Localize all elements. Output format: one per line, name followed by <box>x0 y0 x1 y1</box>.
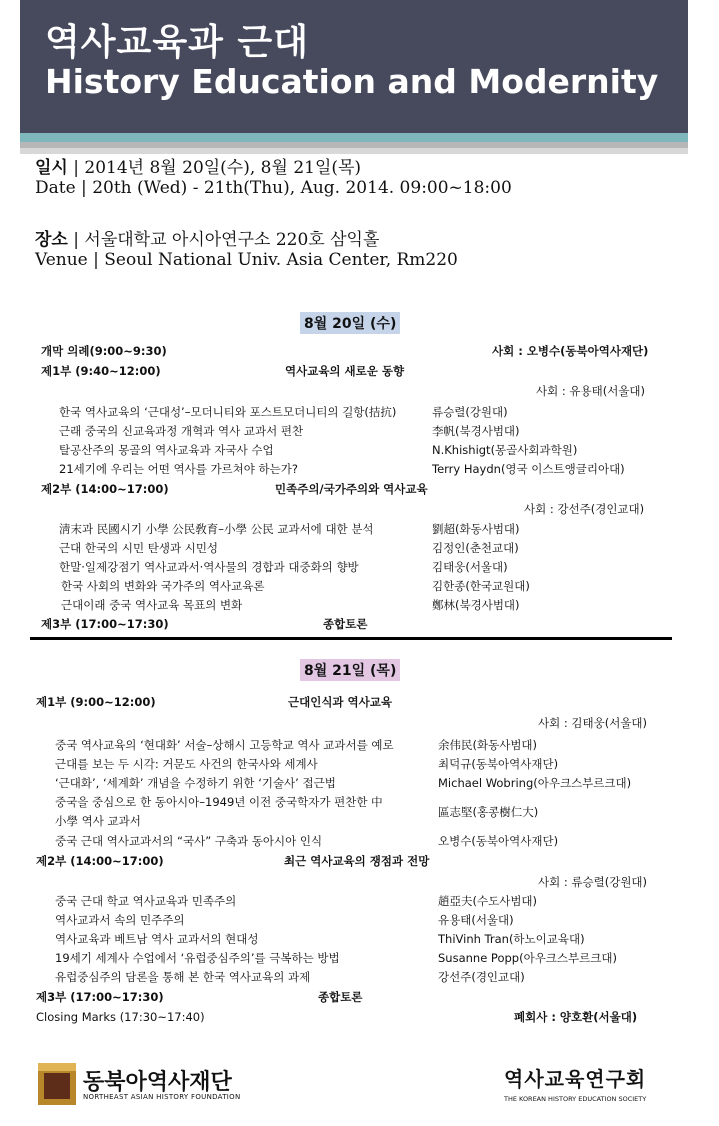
opening-ceremony: 개막 의례(9:00~9:30) <box>41 344 167 358</box>
talk-speaker: 鄭林(북경사범대) <box>432 598 520 612</box>
society-subtitle: THE KOREAN HISTORY EDUCATION SOCIETY <box>504 1095 647 1103</box>
talk-speaker: 李帆(북경사범대) <box>432 424 520 438</box>
session-title: 종합토론 <box>323 617 368 631</box>
foundation-emblem-icon <box>38 1063 76 1105</box>
session-chair: 사회 : 유용태(서울대) <box>536 384 646 398</box>
day1-heading: 8월 20일 (수) <box>300 312 400 334</box>
talk-title: 탈공산주의 몽골의 역사교육과 자국사 수업 <box>59 443 274 457</box>
talk-speaker: 劉超(화동사범대) <box>432 522 520 536</box>
talk-speaker: 김한종(한국교원대) <box>432 579 530 593</box>
title-korean: 역사교육과 근대 <box>45 22 309 63</box>
talk-title: 한국 사회의 변화와 국가주의 역사교육론 <box>61 579 265 593</box>
venue-english: Venue | Seoul National Univ. Asia Center, Rm220 <box>35 250 458 270</box>
venue-label: 장소 <box>35 230 68 250</box>
closing-host: 폐회사 : 양호환(서울대) <box>514 1010 638 1024</box>
session-title: 민족주의/국가주의와 역사교육 <box>275 482 428 496</box>
session-title: 근대인식과 역사교육 <box>288 695 392 709</box>
talk-title: 역사교육과 베트남 역사 교과서의 현대성 <box>55 932 259 946</box>
talk-speaker: 區志堅(홍콩樹仁大) <box>438 805 539 819</box>
closing-marks: Closing Marks (17:30~17:40) <box>36 1010 205 1024</box>
talk-speaker: 김정인(춘천교대) <box>432 541 519 555</box>
talk-title: 한말·일제강점기 역사교과서·역사물의 경합과 대중화의 향방 <box>59 560 359 574</box>
talk-title: 한국 역사교육의 ‘근대성’–모더니티와 포스트모더니티의 길항(拮抗) <box>59 405 397 419</box>
talk-speaker: 유용태(서울대) <box>438 913 514 927</box>
date-korean <box>35 153 361 178</box>
society-name: 역사교육연구회 <box>504 1067 647 1091</box>
talk-speaker: 余伟民(화동사범대) <box>438 738 538 752</box>
talk-speaker: 김태웅(서울대) <box>432 560 508 574</box>
talk-title: 역사교과서 속의 민주주의 <box>55 913 185 927</box>
foundation-name: 동북아역사재단 <box>83 1070 232 1095</box>
talk-speaker: N.Khishigt(몽골사회과학원) <box>432 443 578 457</box>
session-chair: 사회 : 김태웅(서울대) <box>538 716 648 730</box>
session-chair: 사회 : 강선주(경인교대) <box>524 502 645 516</box>
session-time: 제2부 (14:00~17:00) <box>41 482 169 496</box>
day2-heading: 8월 21일 (목) <box>300 659 400 681</box>
decor-stripe <box>20 133 688 142</box>
talk-title: 근대이래 중국 역사교육 목표의 변화 <box>61 598 243 612</box>
talk-speaker: Terry Haydn(영국 이스트앵글리아대) <box>432 462 625 476</box>
talk-title: 小學 역사 교과서 <box>55 814 141 828</box>
talk-title: 淸末과 民國시기 小學 公民敎育–小學 公民 교과서에 대한 분석 <box>59 522 374 536</box>
talk-title: 중국 근대 학교 역사교육과 민족주의 <box>55 894 237 908</box>
venue-korean <box>35 225 379 250</box>
opening-host: 사회 : 오병수(동북아역사재단) <box>492 344 649 358</box>
talk-title: 중국을 중심으로 한 동아시아–1949년 이전 중국학자가 편찬한 中 <box>55 795 383 809</box>
session-time: 제3부 (17:00~17:30) <box>36 990 164 1004</box>
society-logo <box>504 1063 646 1103</box>
date-english: Date | 20th (Wed) - 21th(Thu), Aug. 2014. 09:00~18:00 <box>35 178 512 198</box>
talk-speaker: 최덕규(동북아역사재단) <box>438 757 559 771</box>
talk-title: 근대 한국의 시민 탄생과 시민성 <box>59 541 219 555</box>
date-value: | 2014년 8월 20일(수), 8월 21일(목) <box>67 158 362 178</box>
talk-speaker: 趙亞夫(수도사범대) <box>438 894 538 908</box>
talk-speaker: 강선주(경인교대) <box>438 970 525 984</box>
talk-speaker: 오병수(동북아역사재단) <box>438 834 559 848</box>
session-title: 종합토론 <box>318 990 363 1004</box>
session-time: 제2부 (14:00~17:00) <box>36 854 164 868</box>
talk-title: 19세기 세계사 수업에서 ‘유럽중심주의’를 극복하는 방법 <box>55 951 340 965</box>
session-chair: 사회 : 류승렬(강원대) <box>538 875 648 889</box>
talk-title: 21세기에 우리는 어떤 역사를 가르쳐야 하는가? <box>59 462 298 476</box>
session-time: 제1부 (9:40~12:00) <box>41 364 161 378</box>
talk-speaker: ThiVinh Tran(하노이교육대) <box>438 932 585 946</box>
session-title: 최근 역사교육의 쟁점과 전망 <box>284 854 430 868</box>
talk-speaker: Susanne Popp(아우크스부르크대) <box>438 951 617 965</box>
talk-title: 중국 근대 역사교과서의 “국사” 구축과 동아시아 인식 <box>55 834 323 848</box>
talk-speaker: Michael Wobring(아우크스부르크대) <box>438 776 632 790</box>
talk-speaker: 류승렬(강원대) <box>432 405 508 419</box>
header-banner <box>20 0 688 133</box>
session-time: 제1부 (9:00~12:00) <box>36 695 156 709</box>
talk-title: 중국 역사교육의 ‘현대화’ 서술–상해시 고등학교 역사 교과서를 예로 <box>55 738 394 752</box>
talk-title: 근래 중국의 신교육과정 개혁과 역사 교과서 편찬 <box>59 424 304 438</box>
venue-value: | 서울대학교 아시아연구소 220호 삼익홀 <box>67 230 380 250</box>
session-title: 역사교육의 새로운 동향 <box>285 364 405 378</box>
talk-title: 근대를 보는 두 시각: 거문도 사건의 한국사와 세계사 <box>55 757 318 771</box>
date-label: 일시 <box>35 158 68 178</box>
talk-title: ‘근대화’, ‘세계화’ 개념을 수정하기 위한 ‘기술사’ 접근법 <box>55 776 336 790</box>
foundation-subtitle: NORTHEAST ASIAN HISTORY FOUNDATION <box>83 1093 241 1101</box>
session-time: 제3부 (17:00~17:30) <box>41 617 169 631</box>
talk-title: 유럽중심주의 담론을 통해 본 한국 역사교육의 과제 <box>55 970 311 984</box>
title-english: History Education and Modernity <box>45 62 659 101</box>
day-divider <box>30 637 672 640</box>
